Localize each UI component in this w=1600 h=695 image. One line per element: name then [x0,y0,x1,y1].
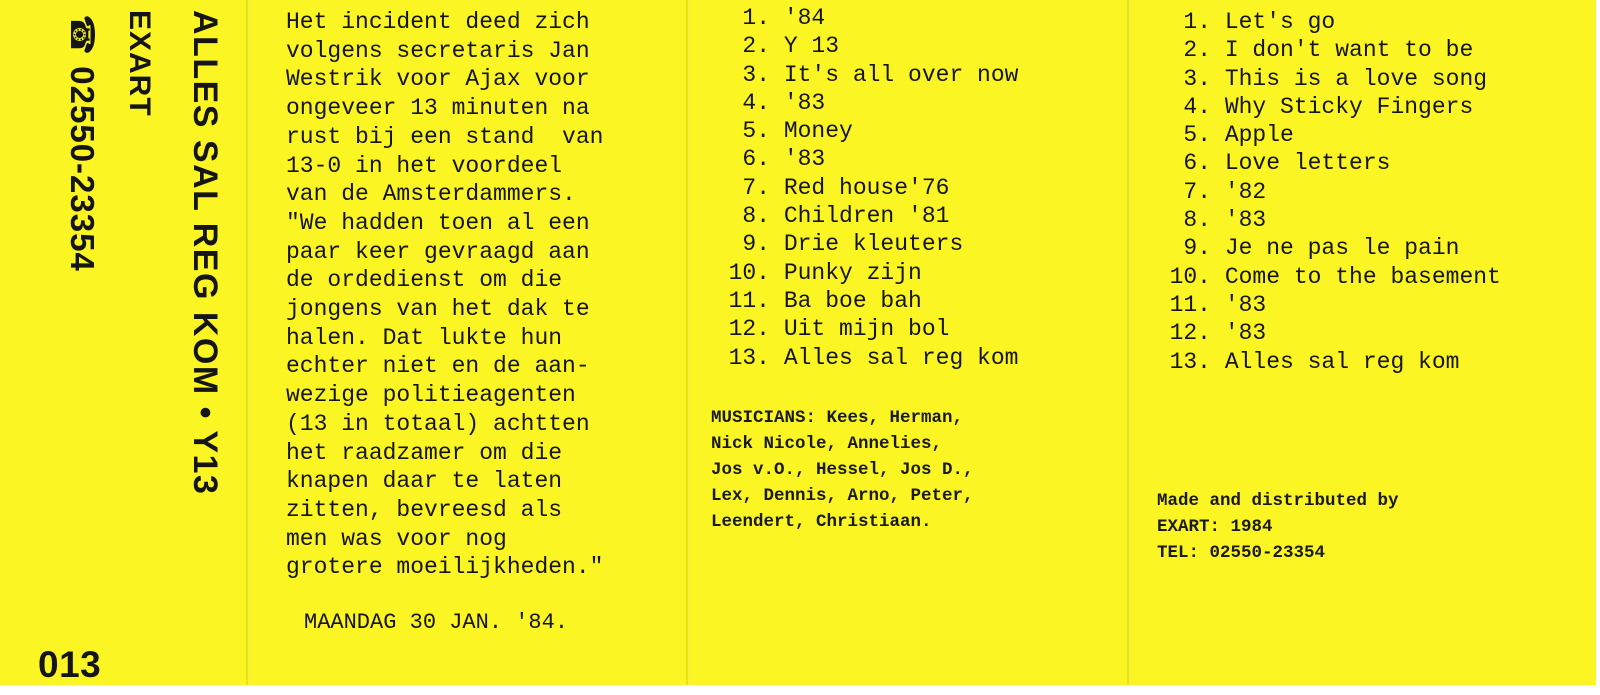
track-title: '83 [1224,291,1267,318]
track-item [1147,65,1501,93]
track-number: 1. [742,5,770,31]
track-title: '83 [1224,207,1267,234]
track-number: 11. [1169,291,1211,318]
track-number: 8. [1183,207,1211,234]
track-item [706,259,1018,287]
track-number: 9. [1183,235,1211,262]
credits-line: TEL: 02550-23354 [1157,543,1326,563]
track-title: Y 13 [783,33,840,60]
newspaper-quote [286,8,686,582]
musicians-line: Jos v.O., Hessel, Jos D., [711,460,974,480]
article-line: van de Amsterdammers. [286,181,576,208]
fold-line-panel-1 [686,0,688,685]
article-line: 13-0 in het voordeel [286,152,563,179]
track-item [706,4,1018,32]
article-line: Het incident deed zich [286,9,590,35]
track-item [706,202,1018,230]
track-item [1147,348,1501,376]
track-title: Alles sal reg kom [1224,348,1460,375]
track-title: '82 [1224,178,1267,205]
article-line: Westrik voor Ajax voor [286,66,590,93]
credits-line: EXART: 1984 [1157,517,1273,537]
spine-phone [63,14,102,272]
track-title: Drie kleuters [783,231,964,258]
track-item [706,117,1018,145]
article-line: paar keer gevraagd aan [286,238,590,265]
track-title: Why Sticky Fingers [1224,93,1474,120]
article-line: (13 in totaal) achtten [286,410,590,437]
track-number: 9. [742,231,770,258]
article-line: de ordedienst om die [286,267,563,294]
track-title: '83 [783,89,826,116]
track-item [1147,178,1501,206]
article-line: halen. Dat lukte hun [286,324,563,351]
track-number: 11. [728,287,770,314]
article-line: "We hadden toen al een [286,209,590,236]
track-item [706,287,1018,315]
track-title: '84 [783,5,826,31]
track-number: 4. [1183,93,1211,120]
track-number: 12. [728,316,770,343]
track-number: 13. [728,344,770,371]
track-number: 4. [742,89,770,116]
track-number: 6. [1183,150,1211,177]
article-line: knapen daar te laten [286,468,563,495]
track-number: 8. [742,203,770,230]
track-title: I don't want to be [1224,37,1474,64]
track-number: 3. [742,61,770,88]
track-item [706,145,1018,173]
fold-line-panel-2 [1127,0,1129,685]
track-title: Money [783,118,853,145]
track-item [1147,8,1501,36]
credits-line: Made and distributed by [1157,491,1399,511]
musicians-line: Lex, Dennis, Arno, Peter, [711,486,974,506]
telephone-icon: ☎ [64,14,101,57]
track-item [1147,291,1501,319]
track-title: This is a love song [1224,65,1488,92]
spine-title: ALLES SAL REG KOM • Y13 [186,10,224,496]
track-title: Come to the basement [1224,263,1501,290]
track-title: Ba boe bah [783,287,922,314]
track-number: 10. [1169,263,1211,290]
track-item [706,230,1018,258]
track-number: 1. [1183,9,1211,35]
track-title: Let's go [1224,9,1336,35]
track-item [706,315,1018,343]
track-item [1147,121,1501,149]
track-item [1147,149,1501,177]
article-line: grotere moeilijkheden." [286,554,604,581]
musicians-line: MUSICIANS: Kees, Herman, [711,408,964,428]
track-item [1147,36,1501,64]
track-number: 10. [728,259,770,286]
article-line: jongens van het dak te [286,296,590,323]
track-item [1147,263,1501,291]
track-number: 5. [742,118,770,145]
catalog-number: 013 [38,644,102,685]
track-title: Red house'76 [783,174,950,201]
track-number: 6. [742,146,770,173]
track-title: Love letters [1224,150,1391,177]
spine-phone-number: 02550-23354 [64,66,101,272]
track-title: '83 [783,146,826,173]
distribution-credits [1157,488,1577,566]
track-title: Punky zijn [783,259,922,286]
track-item [1147,93,1501,121]
track-title: Children '81 [783,203,950,230]
track-item [1147,319,1501,347]
track-number: 12. [1169,320,1211,347]
track-title: Je ne pas le pain [1224,235,1460,262]
article-line: rust bij een stand van [286,123,604,150]
track-title: '83 [1224,320,1267,347]
track-item [706,32,1018,60]
article-line: men was voor nog [286,525,507,552]
track-title: Apple [1224,122,1294,149]
side-b-tracklist [1147,8,1501,376]
fold-line-spine [246,0,248,685]
track-title: Uit mijn bol [783,316,950,343]
track-number: 13. [1169,348,1211,375]
article-line: wezige politieagenten [286,382,576,409]
article-date: MAANDAG 30 JAN. '84. [304,610,569,635]
track-item [1147,234,1501,262]
track-item [706,61,1018,89]
track-number: 2. [742,33,770,60]
track-item [706,89,1018,117]
musicians-line: Leendert, Christiaan. [711,512,932,532]
article-line: echter niet en de aan- [286,353,590,380]
article-line: volgens secretaris Jan [286,37,590,64]
spine-label-name: EXART [123,10,156,117]
track-title: Alles sal reg kom [783,344,1019,371]
track-item [706,344,1018,372]
article-line: het raadzamer om die [286,439,563,466]
track-number: 7. [1183,178,1211,205]
track-number: 5. [1183,122,1211,149]
musicians-credits [711,405,1131,535]
track-item [706,174,1018,202]
article-line: ongeveer 13 minuten na [286,95,590,122]
track-number: 3. [1183,65,1211,92]
track-number: 2. [1183,37,1211,64]
track-item [1147,206,1501,234]
musicians-line: Nick Nicole, Annelies, [711,434,943,454]
track-title: It's all over now [783,61,1019,88]
article-line: zitten, bevreesd als [286,496,563,523]
track-number: 7. [742,174,770,201]
side-a-tracklist [706,4,1018,372]
